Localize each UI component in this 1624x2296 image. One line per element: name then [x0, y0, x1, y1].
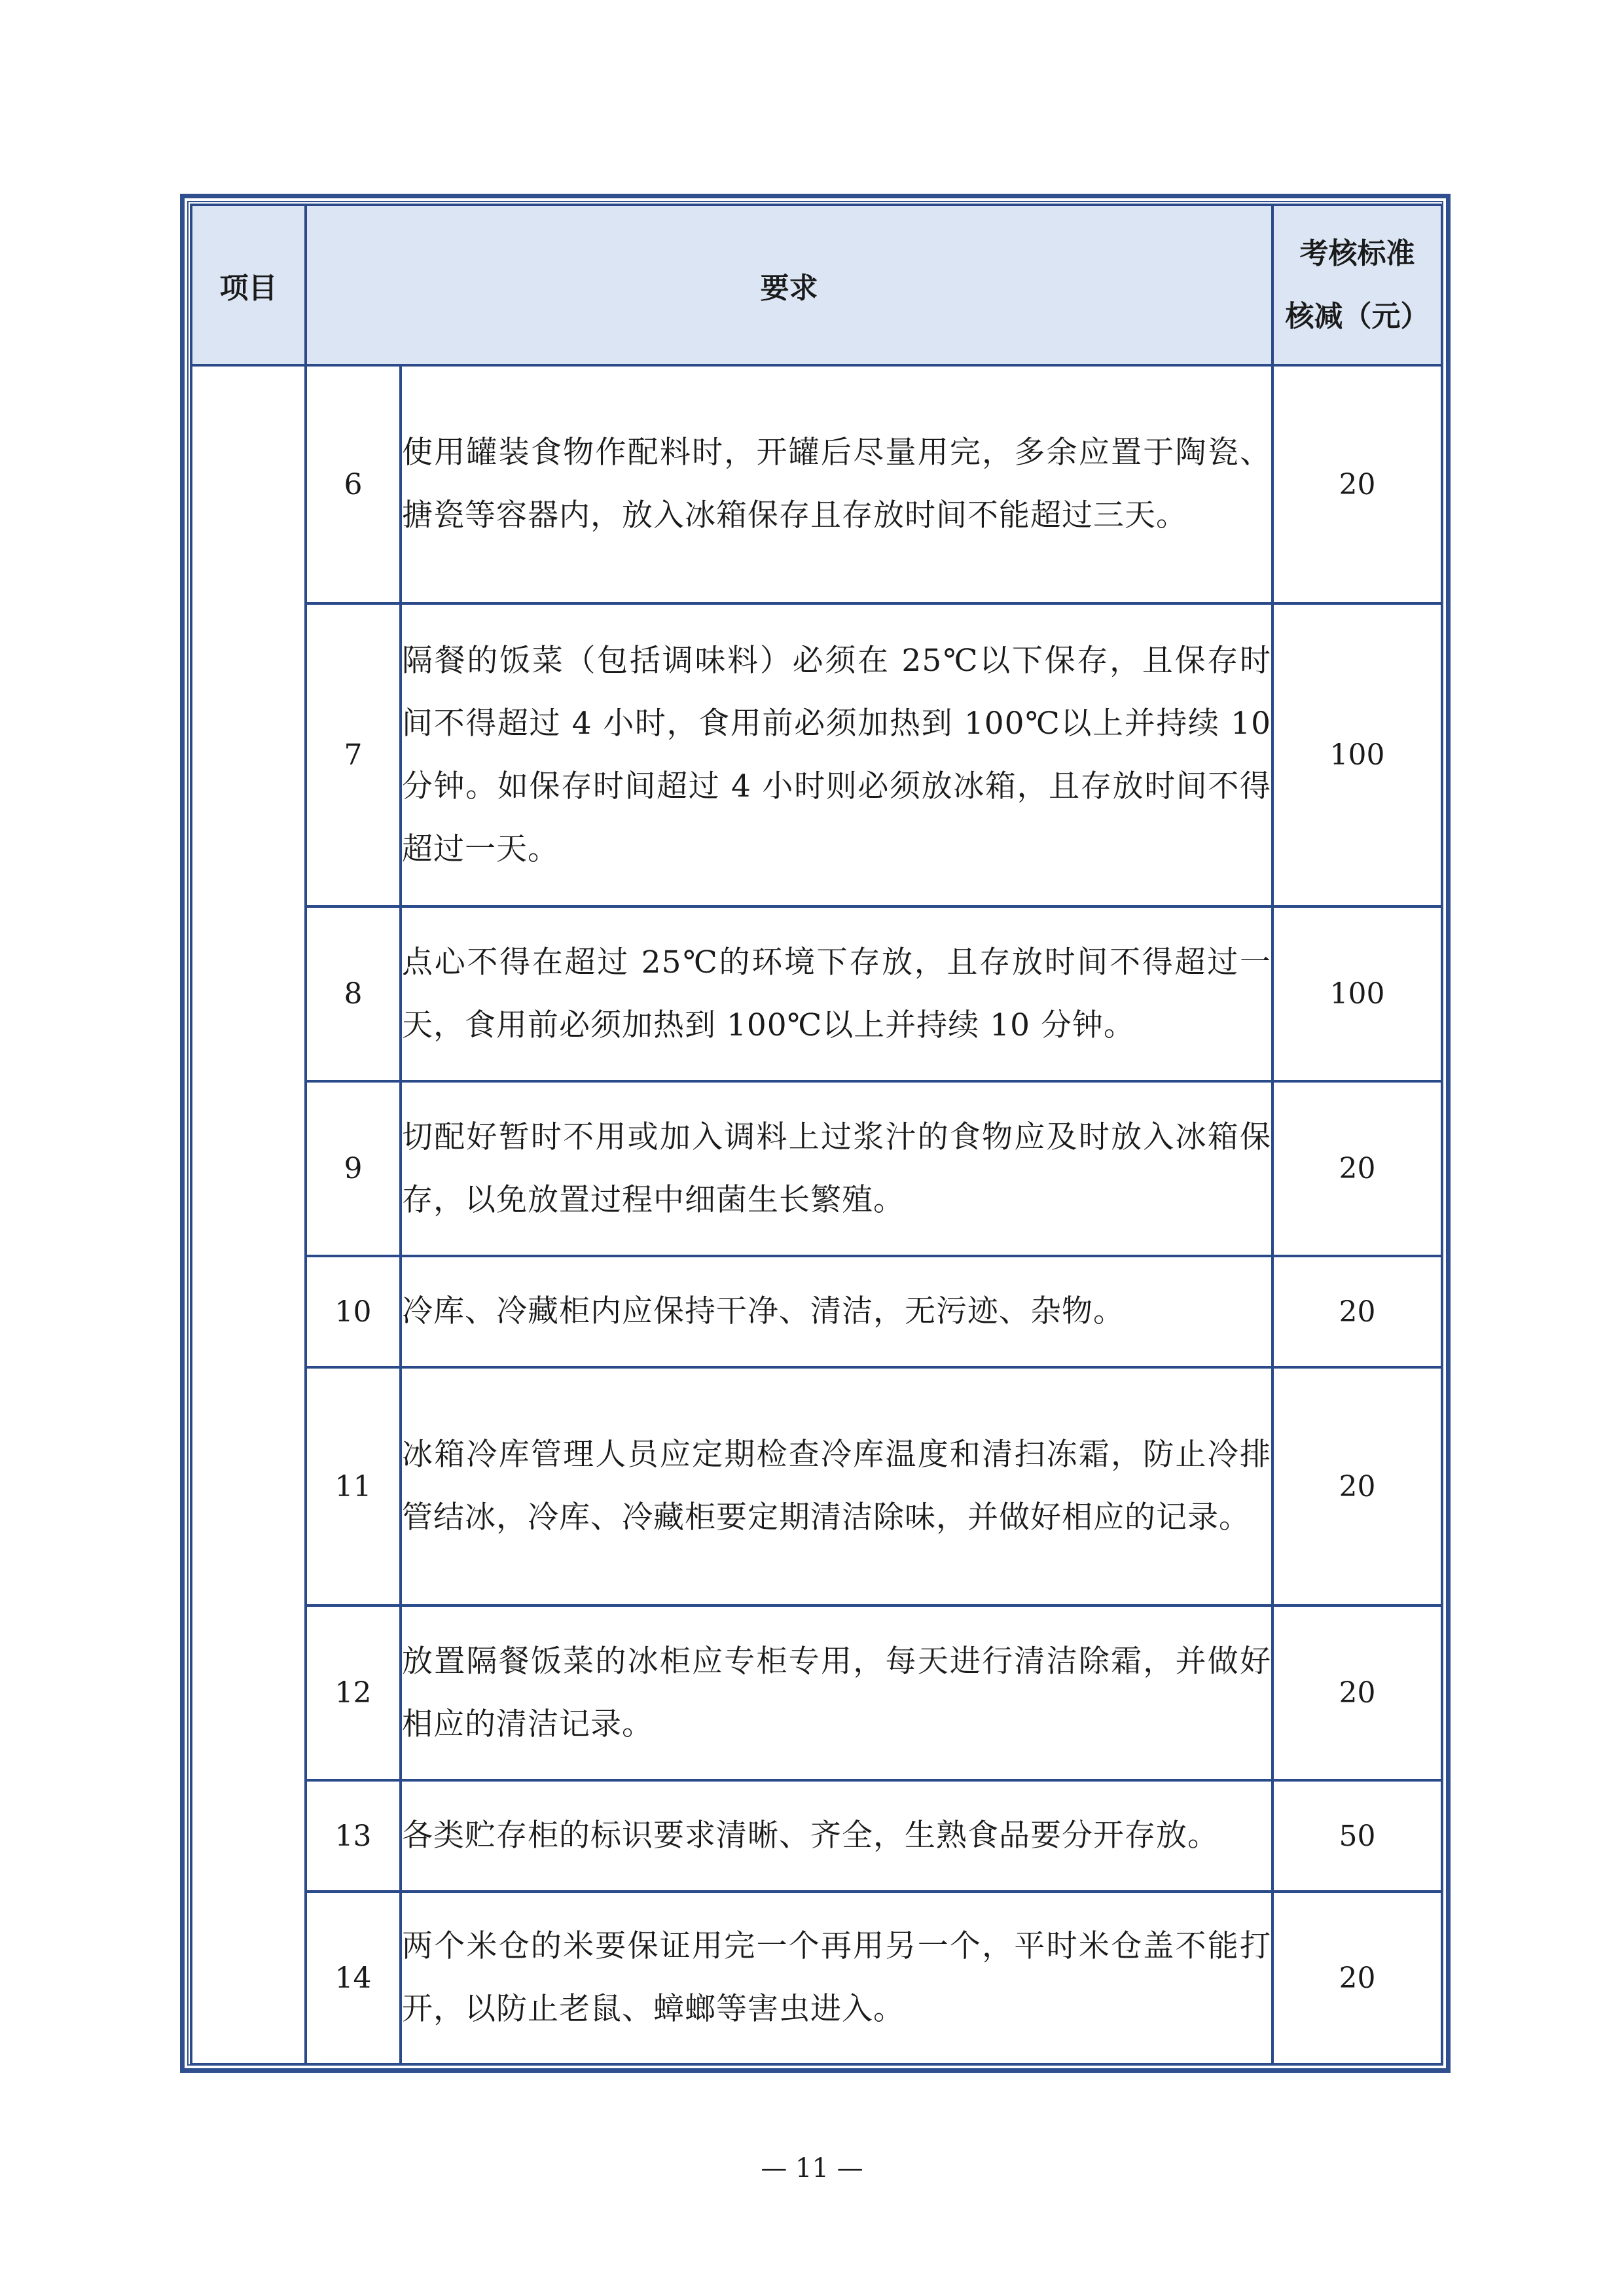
row-score: 100	[1272, 603, 1442, 906]
header-score-line1: 考核标准	[1299, 236, 1415, 270]
row-score: 50	[1272, 1780, 1442, 1892]
row-requirement: 两个米仓的米要保证用完一个再用另一个，平时米仓盖不能打开，以防止老鼠、蟑螂等害虫进入。	[401, 1892, 1272, 2064]
row-requirement: 各类贮存柜的标识要求清晰、齐全，生熟食品要分开存放。	[401, 1780, 1272, 1892]
table-row	[191, 1892, 1442, 2064]
table-row	[191, 1780, 1442, 1892]
table-row	[191, 1605, 1442, 1780]
header-item: 项目	[191, 205, 306, 365]
row-score: 20	[1272, 1892, 1442, 2064]
row-requirement: 点心不得在超过 25℃的环境下存放，且存放时间不得超过一天，食用前必须加热到 100℃以上并持续 10 分钟。	[401, 906, 1272, 1081]
table-header-row	[191, 205, 1442, 365]
row-score: 20	[1272, 1367, 1442, 1605]
assessment-table-frame	[180, 194, 1451, 2073]
row-number: 7	[306, 603, 401, 906]
table-row	[191, 365, 1442, 603]
item-category-cell	[191, 365, 306, 2064]
row-requirement: 切配好暂时不用或加入调料上过浆汁的食物应及时放入冰箱保存，以免放置过程中细菌生长繁殖。	[401, 1081, 1272, 1256]
row-number: 6	[306, 365, 401, 603]
table-row	[191, 603, 1442, 906]
row-number: 14	[306, 1892, 401, 2064]
row-number: 9	[306, 1081, 401, 1256]
row-score: 100	[1272, 906, 1442, 1081]
row-requirement: 冰箱冷库管理人员应定期检查冷库温度和清扫冻霜，防止冷排管结冰，冷库、冷藏柜要定期清洁除味，并做好相应的记录。	[401, 1367, 1272, 1605]
header-requirement: 要求	[306, 205, 1272, 365]
row-number: 11	[306, 1367, 401, 1605]
header-score	[1272, 205, 1442, 365]
row-requirement: 隔餐的饭菜（包括调味料）必须在 25℃以下保存，且保存时间不得超过 4 小时，食用前必须加热到 100℃以上并持续 10 分钟。如保存时间超过 4 小时则必须放冰箱，且存放时间不得超过一天。	[401, 603, 1272, 906]
table-row	[191, 1367, 1442, 1605]
row-requirement: 使用罐装食物作配料时，开罐后尽量用完，多余应置于陶瓷、搪瓷等容器内，放入冰箱保存且存放时间不能超过三天。	[401, 365, 1272, 603]
row-number: 12	[306, 1605, 401, 1780]
row-score: 20	[1272, 1605, 1442, 1780]
table-row	[191, 1081, 1442, 1256]
row-score: 20	[1272, 1081, 1442, 1256]
row-number: 13	[306, 1780, 401, 1892]
table-row	[191, 906, 1442, 1081]
row-number: 10	[306, 1256, 401, 1367]
row-requirement: 冷库、冷藏柜内应保持干净、清洁，无污迹、杂物。	[401, 1256, 1272, 1367]
row-number: 8	[306, 906, 401, 1081]
row-score: 20	[1272, 1256, 1442, 1367]
row-score: 20	[1272, 365, 1442, 603]
table-row	[191, 1256, 1442, 1367]
page-number: — 11 —	[761, 2153, 863, 2183]
header-score-line2: 核减（元）	[1285, 299, 1430, 333]
row-requirement: 放置隔餐饭菜的冰柜应专柜专用，每天进行清洁除霜，并做好相应的清洁记录。	[401, 1605, 1272, 1780]
assessment-table	[190, 204, 1443, 2066]
